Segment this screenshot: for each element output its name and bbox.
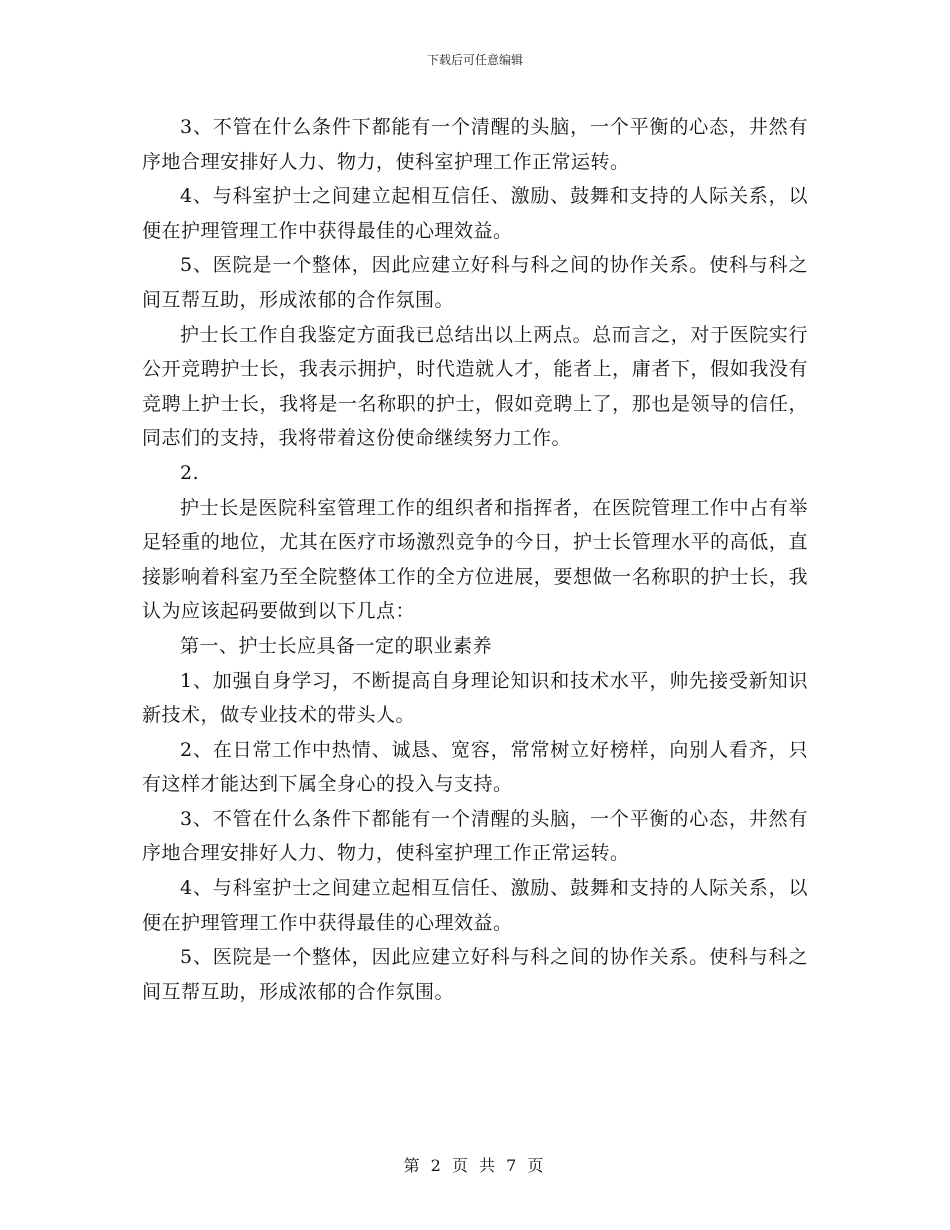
section-heading: 第一、护士长应具备一定的职业素养 (180, 634, 493, 657)
paragraph: 4、与科室护士之间建立起相互信任、激励、鼓舞和支持的人际关系，以便在护理管理工作中获得最佳的心理效益。 (142, 185, 808, 242)
paragraph: 2、在日常工作中热情、诚恳、宽容，常常树立好榜样，向别人看齐，只有这样才能达到下属全身心的投入与支持。 (142, 738, 808, 796)
page-number-footer: 第 2 页 共 7 页 (403, 1156, 547, 1175)
paragraph: 护士长是医院科室管理工作的组织者和指挥者，在医院管理工作中占有举足轻重的地位，尤其在医疗市场激烈竞争的今日，护士长管理水平的高低，直接影响着科室乃至全院整体工作的全方位进展，要想做一名称职的护士长，我认为应该起码要做到以下几点： (142, 496, 808, 623)
paragraph: 5、医院是一个整体，因此应建立好科与科之间的协作关系。使科与科之间互帮互助，形成浓郁的合作氛围。 (142, 946, 808, 1003)
paragraph: 护士长工作自我鉴定方面我已总结出以上两点。总而言之，对于医院实行公开竞聘护士长，我表示拥护，时代造就人才，能者上，庸者下，假如我没有竞聘上护士长，我将是一名称职的护士，假如竞聘上了，那也是领导的信任，同志们的支持，我将带着这份使命继续努力工作。 (142, 323, 808, 450)
paragraph: 3、不管在什么条件下都能有一个清醒的头脑，一个平衡的心态，井然有序地合理安排好人力、物力，使科室护理工作正常运转。 (142, 116, 808, 173)
paragraph: 4、与科室护士之间建立起相互信任、激励、鼓舞和支持的人际关系，以便在护理管理工作中获得最佳的心理效益。 (142, 877, 808, 934)
paragraph: 3、不管在什么条件下都能有一个清醒的头脑，一个平衡的心态，井然有序地合理安排好人力、物力，使科室护理工作正常运转。 (142, 807, 808, 865)
document-body (142, 110, 808, 1009)
paragraph: 5、医院是一个整体，因此应建立好科与科之间的协作关系。使科与科之间互帮互助，形成浓郁的合作氛围。 (142, 254, 808, 311)
page-header-note: 下载后可任意编辑 (426, 53, 523, 67)
section-number: 2. (180, 461, 200, 484)
paragraph: 1、加强自身学习，不断提高自身理论知识和技术水平，帅先接受新知识新技术，做专业技术的带头人。 (142, 669, 808, 727)
